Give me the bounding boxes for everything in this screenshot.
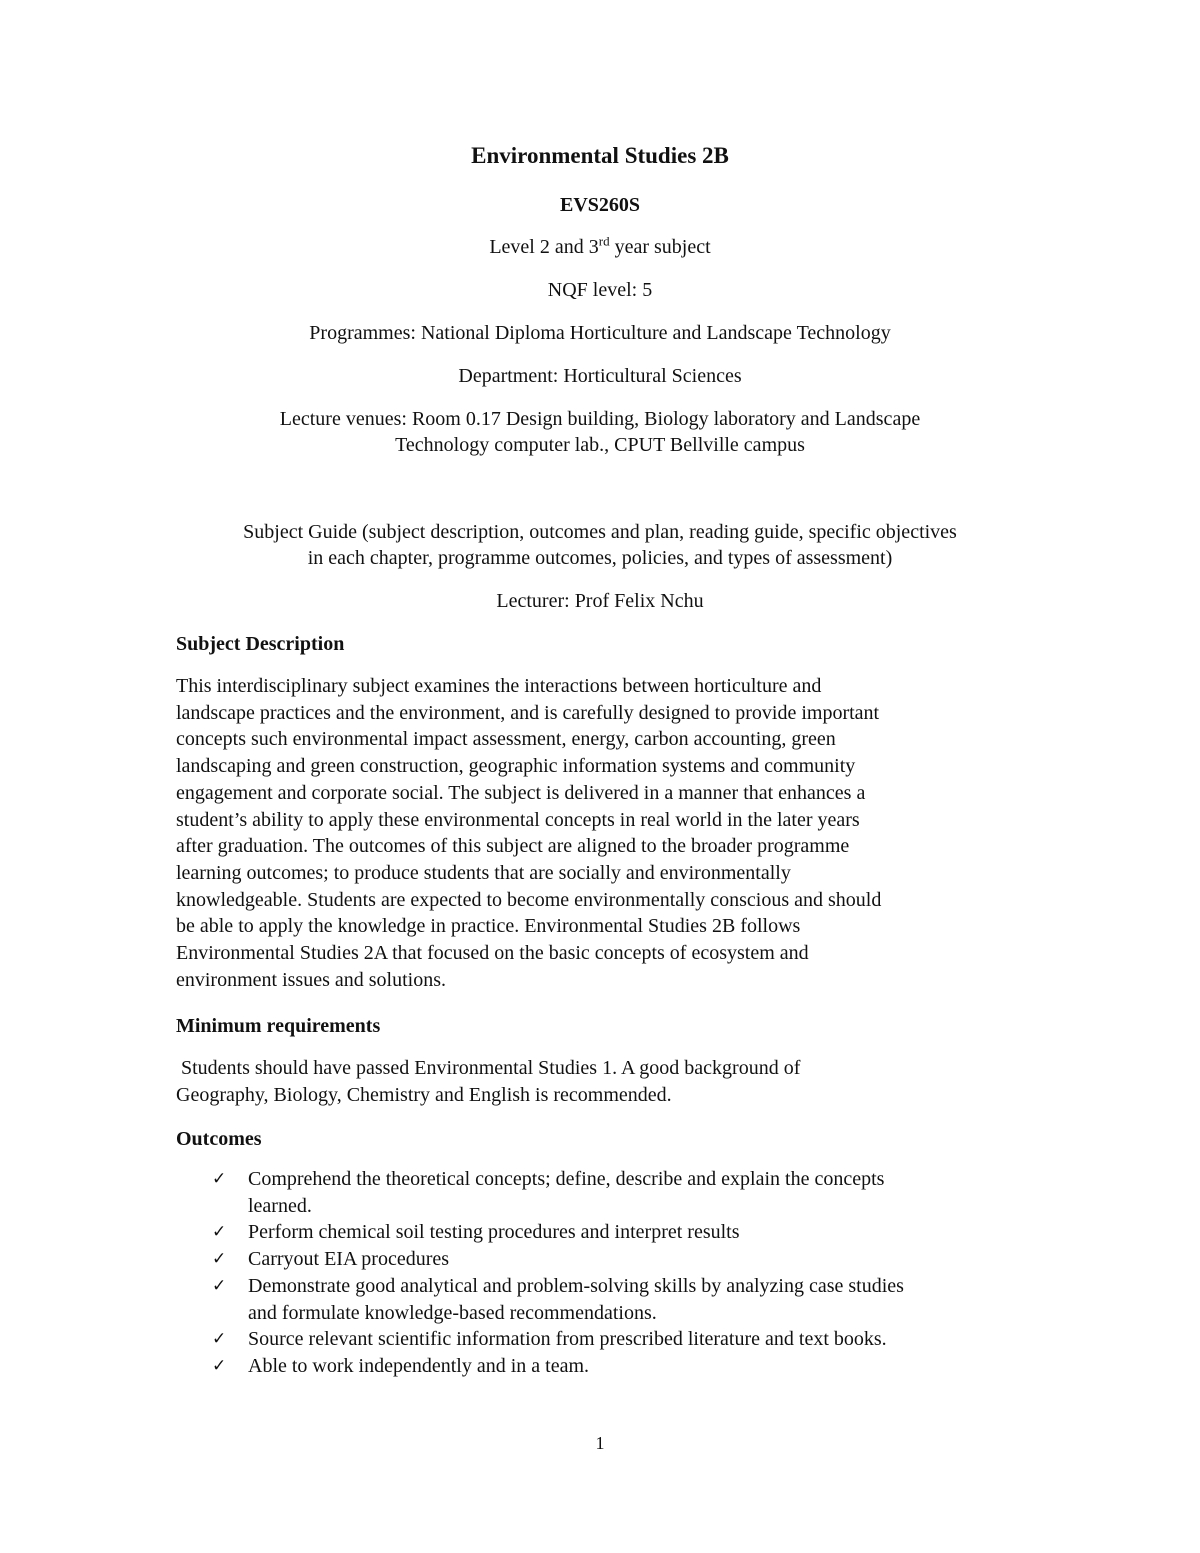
description-line: environment issues and solutions. [176, 968, 446, 991]
document-title: Environmental Studies 2B [471, 143, 729, 168]
outcome-item [212, 1246, 1052, 1273]
programmes: Programmes: National Diploma Horticulture and Landscape Technology [309, 322, 891, 344]
outcome-text: and formulate knowledge-based recommendations. [248, 1301, 657, 1324]
subject-description-body [176, 673, 1036, 993]
outcome-text: Source relevant scientific information from prescribed literature and text books. [248, 1328, 887, 1351]
subject-guide-line-1: Subject Guide (subject description, outcomes and plan, reading guide, specific objectives [243, 521, 957, 543]
outcome-text: Demonstrate good analytical and problem-solving skills by analyzing case studies [248, 1274, 904, 1297]
description-line: concepts such environmental impact assessment, energy, carbon accounting, green [176, 728, 836, 751]
lecture-venues-line-1: Lecture venues: Room 0.17 Design building, Biology laboratory and Landscape [279, 408, 921, 430]
outcome-text: Comprehend the theoretical concepts; define, describe and explain the concepts [248, 1168, 885, 1190]
description-line: be able to apply the knowledge in practice. Environmental Studies 2B follows [176, 915, 801, 938]
checkmark-icon: ✓ [212, 1275, 227, 1296]
department: Department: Horticultural Sciences [458, 365, 742, 387]
outcome-item [212, 1353, 1052, 1380]
description-line: Environmental Studies 2A that focused on the basic concepts of ecosystem and [176, 942, 809, 965]
outcome-item [212, 1326, 1052, 1353]
description-line: knowledgeable. Students are expected to become environmentally conscious and should [176, 888, 882, 911]
nqf-level: NQF level: 5 [547, 279, 653, 301]
outcome-item [212, 1166, 1052, 1219]
outcome-item [212, 1273, 1052, 1326]
requirements-line: Geography, Biology, Chemistry and English is recommended. [176, 1083, 672, 1106]
page-number: 1 [595, 1433, 605, 1453]
checkmark-icon: ✓ [212, 1222, 227, 1243]
level-prefix: Level 2 and 3 [489, 236, 599, 258]
checkmark-icon: ✓ [212, 1169, 227, 1189]
description-line: engagement and corporate social. The subject is delivered in a manner that enhances a [176, 781, 866, 804]
requirements-line: Students should have passed Environmental Studies 1. A good background of [176, 1057, 801, 1079]
checkmark-icon: ✓ [212, 1355, 227, 1376]
outcomes-list [212, 1166, 1052, 1380]
description-line: student’s ability to apply these environmental concepts in real world in the later years [176, 808, 860, 831]
minimum-requirements-body [176, 1055, 1036, 1108]
level-superscript: rd [598, 233, 610, 249]
level-suffix: year subject [609, 236, 711, 258]
description-line: after graduation. The outcomes of this subject are aligned to the broader programme [176, 835, 850, 858]
subject-level [0, 234, 1200, 260]
minimum-requirements-heading: Minimum requirements [176, 1015, 381, 1037]
outcome-text: Carryout EIA procedures [248, 1248, 450, 1271]
checkmark-icon: ✓ [212, 1329, 227, 1350]
lecturer: Lecturer: Prof Felix Nchu [496, 590, 704, 612]
outcomes-heading: Outcomes [176, 1128, 262, 1150]
lecture-venues-line-2: Technology computer lab., CPUT Bellville campus [395, 434, 805, 456]
description-line: learning outcomes; to produce students that are socially and environmentally [176, 861, 791, 884]
subject-guide-line-2: in each chapter, programme outcomes, policies, and types of assessment) [307, 547, 893, 569]
description-line: landscape practices and the environment, and is carefully designed to provide important [176, 701, 880, 724]
outcome-text: learned. [248, 1194, 312, 1217]
outcome-text: Perform chemical soil testing procedures and interpret results [248, 1221, 740, 1244]
outcome-text: Able to work independently and in a team. [248, 1354, 590, 1377]
subject-code: EVS260S [559, 194, 641, 216]
outcome-item [212, 1219, 1052, 1246]
checkmark-icon: ✓ [212, 1249, 227, 1270]
description-line: landscaping and green construction, geographic information systems and community [176, 755, 856, 778]
description-line: This interdisciplinary subject examines the interactions between horticulture and [176, 675, 822, 697]
subject-description-heading: Subject Description [176, 633, 345, 655]
